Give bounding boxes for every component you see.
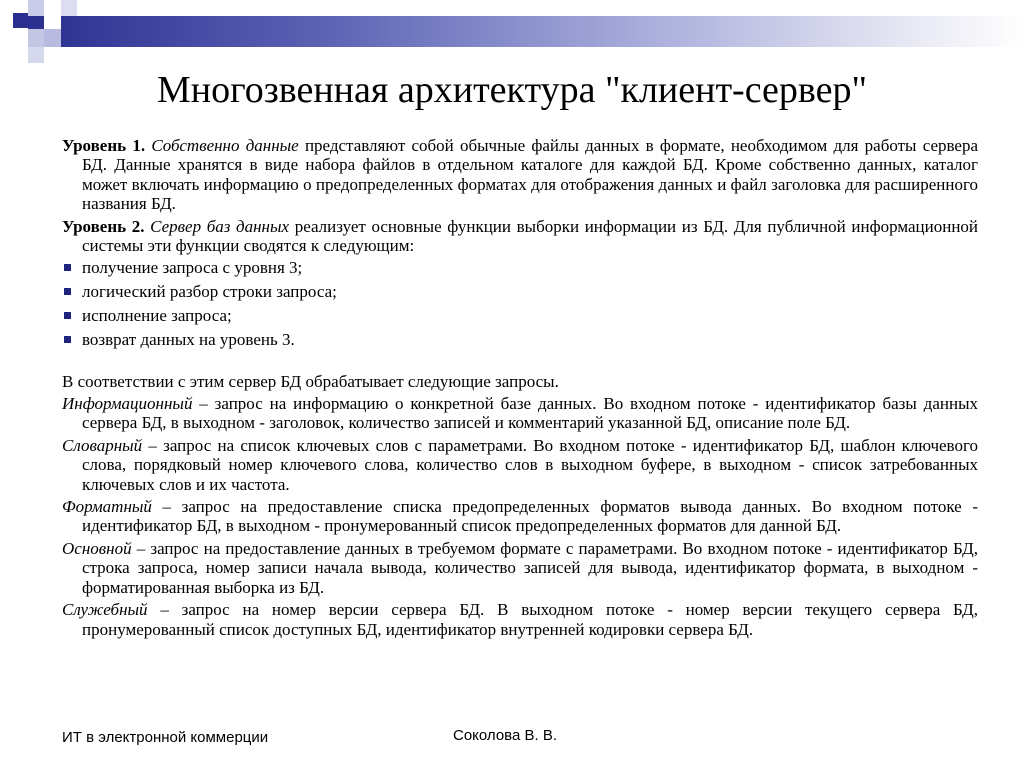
- request-text: – запрос на информацию о конкретной базе данных. Во входном потоке - идентификатор базы данных сервера БД, в выходном - заголовок, количество записей и комментарий указанной БД, описание поле БД.: [82, 394, 978, 433]
- level2-text: реализует основные функции выборки информации из БД. Для публичной информационной системы эти функции сводятся к следующим:: [82, 216, 979, 256]
- bullet-square-icon: [64, 288, 71, 295]
- bullet-square-icon: [64, 312, 71, 319]
- deco-square: [28, 29, 44, 47]
- deco-square: [44, 0, 61, 16]
- spacer: [62, 354, 978, 372]
- deco-square: [28, 0, 44, 16]
- level2-paragraph: [62, 217, 978, 256]
- request-term: Основной: [62, 538, 132, 558]
- requests-intro: В соответствии с этим сервер БД обрабатывает следующие запросы.: [62, 371, 559, 391]
- request-term: Словарный: [62, 435, 143, 455]
- request-term: Информационный: [62, 394, 193, 414]
- list-item-text: возврат данных на уровень 3.: [82, 329, 295, 349]
- bullet-square-icon: [64, 336, 71, 343]
- request-paragraph: [62, 600, 978, 639]
- list-item-text: исполнение запроса;: [82, 306, 232, 326]
- level2-term: Сервер баз данных: [150, 216, 290, 236]
- request-text: – запрос на номер версии сервера БД. В выходном потоке - номер версии текущего сервера БД, пронумерованный список доступных БД, идентификатор внутренней кодировки сервера БД.: [82, 600, 978, 639]
- request-paragraph: [62, 436, 978, 494]
- request-text: – запрос на список ключевых слов с параметрами. Во входном потоке - идентификатор БД, шаблон ключевого слова, порядковый номер ключевого слова, количество слов в выходном буфере, в выходном - список затребованных ключевых слов и их частота.: [82, 435, 978, 494]
- slide-title: Многозвенная архитектура "клиент-сервер": [156, 69, 867, 111]
- request-paragraph: [62, 539, 978, 597]
- level1-term: Собственно данные: [151, 136, 299, 155]
- list-item: [62, 330, 978, 349]
- deco-square: [61, 0, 77, 16]
- request-paragraph: [62, 394, 978, 433]
- list-item-text: логический разбор строки запроса;: [82, 282, 337, 302]
- function-list: [62, 258, 978, 349]
- deco-square: [44, 29, 61, 47]
- list-item: [62, 258, 978, 277]
- request-term: Служебный: [62, 600, 148, 620]
- footer-course: ИТ в электронной коммерции: [62, 729, 269, 746]
- deco-square: [28, 47, 44, 63]
- list-item: [62, 282, 978, 301]
- request-text: – запрос на предоставление списка предопределенных форматов вывода данных. Во входном потоке - идентификатор БД, в выходном - пронумерованный список предопределенных форматов для данной БД.: [82, 497, 978, 536]
- request-term: Форматный: [62, 497, 152, 517]
- request-text: – запрос на предоставление данных в требуемом формате с параметрами. Во входном потоке - идентификатор БД, строка запроса, номер записи начала вывода, количество записей для вывода, идентификатор формата, в выходном - форматированная выборка из БД.: [82, 538, 978, 597]
- bullet-square-icon: [64, 264, 71, 271]
- deco-square: [0, 29, 28, 47]
- list-item: [62, 306, 978, 325]
- header-gradient-band: [28, 16, 1024, 47]
- deco-square: [13, 13, 28, 28]
- level1-label: Уровень 1.: [62, 136, 146, 155]
- list-item-text: получение запроса с уровня 3;: [82, 258, 303, 278]
- footer-author: Соколова В. В.: [453, 727, 558, 744]
- level1-text: представляют собой обычные файлы данных в формате, необходимом для работы сервера БД. Данные хранятся в виде набора файлов в отдельном каталоге для каждой БД. Кроме собственно данных, каталог может включать информацию о предопределенных форматах для отображения данных и файл заголовка для расширенного названия БД.: [82, 136, 979, 214]
- level1-paragraph: [62, 136, 978, 214]
- level2-label: Уровень 2.: [62, 216, 145, 236]
- slide-content: [62, 136, 978, 642]
- request-paragraph: [62, 497, 978, 536]
